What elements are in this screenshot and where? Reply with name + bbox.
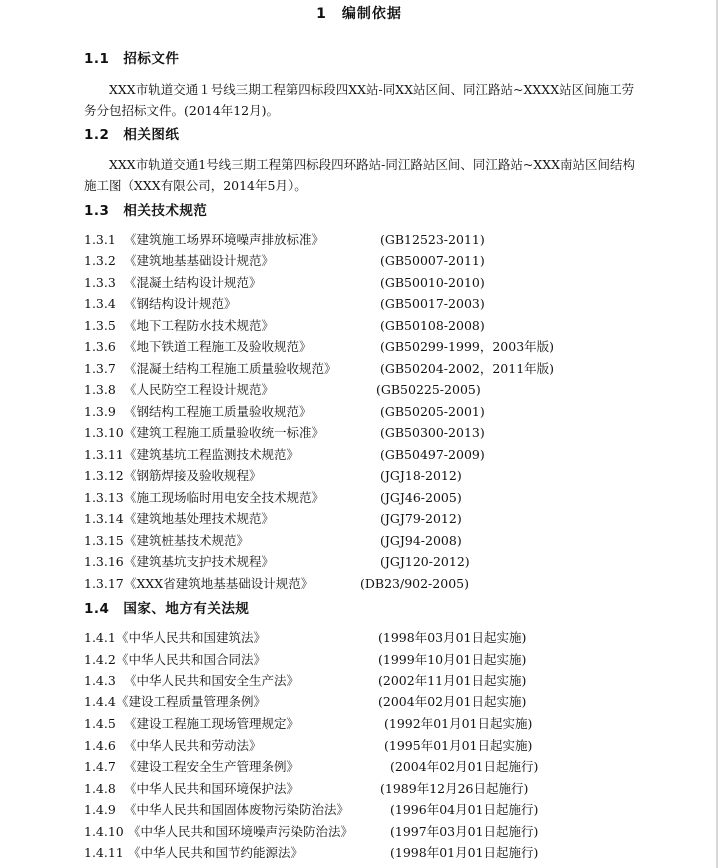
- item-title: 《建筑工程施工质量验收统一标准》: [124, 425, 325, 440]
- item-number: 1.3.9: [84, 404, 116, 419]
- list-item: [84, 756, 704, 777]
- item-code: (GB50497-2009): [380, 447, 485, 462]
- document-title: 1 编制依据: [316, 6, 402, 22]
- item-date: (1998年03月01日起实施): [378, 630, 527, 645]
- item-date: (1997年03月01日起施行): [390, 824, 539, 839]
- list-item: [84, 487, 704, 508]
- item-code: (GB50205-2001): [380, 404, 485, 419]
- item-number: 1.4.4: [84, 694, 116, 709]
- item-title: 《施工现场临时用电安全技术规范》: [124, 490, 325, 505]
- item-number: 1.4.5: [84, 716, 116, 731]
- list-item: [84, 551, 704, 572]
- item-title: 《中华人民共和国建筑法》: [116, 630, 267, 645]
- list-item: [84, 691, 704, 712]
- item-number: 1.3.8: [84, 382, 116, 397]
- item-title: 《地下铁道工程施工及验收规范》: [124, 339, 312, 354]
- item-title: 《钢结构设计规范》: [124, 296, 237, 311]
- item-title: 《混凝土结构设计规范》: [124, 275, 262, 290]
- list-item: [84, 315, 704, 336]
- item-code: (JGJ120-2012): [380, 554, 470, 569]
- list-item: [84, 821, 704, 842]
- item-date: (1992年01月01日起实施): [384, 716, 533, 731]
- item-code: (GB50007-2011): [380, 253, 485, 268]
- list-item: [84, 229, 704, 250]
- item-number: 1.4.10: [84, 824, 124, 839]
- item-code: (GB12523-2011): [380, 232, 485, 247]
- list-item: [84, 573, 704, 594]
- item-date: (1996年04月01日起施行): [390, 802, 539, 817]
- item-number: 1.4.3: [84, 673, 116, 688]
- item-code: (GB50300-2013): [380, 425, 485, 440]
- list-item: [84, 799, 704, 820]
- item-number: 1.3.5: [84, 318, 116, 333]
- item-title: 《建筑基坑工程监测技术规范》: [124, 447, 300, 462]
- list-item: [84, 336, 704, 357]
- item-title: 《地下工程防水技术规范》: [124, 318, 275, 333]
- item-number: 1.3.17: [84, 576, 124, 591]
- item-title: 《中华人民共和国安全生产法》: [124, 673, 300, 688]
- item-number: 1.3.16: [84, 554, 124, 569]
- list-item: [84, 401, 704, 422]
- list-item: [84, 530, 704, 551]
- heading-1-3: 1.3 相关技术规范: [84, 203, 208, 219]
- item-title: 《中华人民共和劳动法》: [124, 738, 262, 753]
- item-title: 《中华人民共和国节约能源法》: [128, 845, 304, 860]
- item-code: (JGJ94-2008): [380, 533, 462, 548]
- item-number: 1.3.6: [84, 339, 116, 354]
- item-number: 1.3.11: [84, 447, 124, 462]
- item-code: (GB50108-2008): [380, 318, 485, 333]
- item-title: 《钢结构工程施工质量验收规范》: [124, 404, 312, 419]
- item-date: (2004年02月01日起实施): [378, 694, 527, 709]
- paragraph-1-1: XXX市轨道交通１号线三期工程第四标段四XX站-同XX站区间、同江路站~XXXX站区间施工劳务分包招标文件。(2014年12月)。: [84, 82, 635, 118]
- item-title: 《中华人民共和国合同法》: [116, 652, 267, 667]
- item-number: 1.3.3: [84, 275, 116, 290]
- heading-1-1: 1.1 招标文件: [84, 51, 180, 67]
- item-code: (GB50017-2003): [380, 296, 485, 311]
- item-number: 1.3.4: [84, 296, 116, 311]
- item-date: (2002年11月01日起实施): [378, 673, 527, 688]
- item-date: (1998年01月01日起施行): [390, 845, 539, 860]
- item-number: 1.3.14: [84, 511, 124, 526]
- item-number: 1.3.12: [84, 468, 124, 483]
- list-item: [84, 293, 704, 314]
- item-code: (JGJ79-2012): [380, 511, 462, 526]
- item-title: 《建筑桩基技术规范》: [124, 533, 250, 548]
- item-date: (1999年10月01日起实施): [378, 652, 527, 667]
- list-item: [84, 713, 704, 734]
- item-code: (JGJ46-2005): [380, 490, 462, 505]
- item-title: 《建筑地基处理技术规范》: [124, 511, 275, 526]
- item-code: (GB50299-1999，2003年版): [380, 339, 555, 354]
- item-number: 1.4.1: [84, 630, 116, 645]
- heading-1-4: 1.4 国家、地方有关法规: [84, 601, 250, 617]
- item-number: 1.3.7: [84, 361, 116, 376]
- list-item: [84, 444, 704, 465]
- item-date: (2004年02月01日起施行): [390, 759, 539, 774]
- item-number: 1.4.8: [84, 781, 116, 796]
- item-title: 《中华人民共和国固体废物污染防治法》: [124, 802, 350, 817]
- list-item: [84, 358, 704, 379]
- list-item: [84, 465, 704, 486]
- item-title: 《混凝土结构工程施工质量验收规范》: [124, 361, 337, 376]
- item-code: (GB50010-2010): [380, 275, 485, 290]
- item-date: (1989年12月26日起施行): [380, 781, 529, 796]
- item-number: 1.3.10: [84, 425, 124, 440]
- item-code: (JGJ18-2012): [380, 468, 462, 483]
- list-item: [84, 735, 704, 756]
- item-date: (1995年01月01日起实施): [384, 738, 533, 753]
- list-item: [84, 379, 704, 400]
- item-code: (GB50225-2005): [376, 382, 481, 397]
- item-title: 《建设工程施工现场管理规定》: [124, 716, 300, 731]
- item-number: 1.4.9: [84, 802, 116, 817]
- item-number: 1.3.13: [84, 490, 124, 505]
- item-number: 1.4.2: [84, 652, 116, 667]
- item-title: 《建设工程质量管理条例》: [116, 694, 267, 709]
- list-item: [84, 250, 704, 271]
- list-item: [84, 842, 704, 863]
- list-item: [84, 508, 704, 529]
- item-title: 《人民防空工程设计规范》: [124, 382, 275, 397]
- list-item: [84, 670, 704, 691]
- item-code: (DB23/902-2005): [360, 576, 469, 591]
- item-title: 《中华人民共和国环境噪声污染防治法》: [128, 824, 354, 839]
- list-item: [84, 272, 704, 293]
- paragraph-1-2: XXX市轨道交通1号线三期工程第四标段四环路站-同江路站区间、同江路站~XXX南站区间结构施工图（XXX有限公司，2014年5月）。: [84, 157, 636, 193]
- item-number: 1.3.15: [84, 533, 124, 548]
- list-item: [84, 649, 704, 670]
- item-title: 《建筑施工场界环境噪声排放标准》: [124, 232, 325, 247]
- item-number: 1.3.1: [84, 232, 116, 247]
- list-item: [84, 422, 704, 443]
- list-item: [84, 778, 704, 799]
- item-number: 1.4.11: [84, 845, 124, 860]
- item-number: 1.3.2: [84, 253, 116, 268]
- item-number: 1.4.7: [84, 759, 116, 774]
- item-title: 《中华人民共和国环境保护法》: [124, 781, 300, 796]
- item-number: 1.4.6: [84, 738, 116, 753]
- item-title: 《XXX省建筑地基基础设计规范》: [124, 576, 314, 591]
- list-item: [84, 627, 704, 648]
- item-title: 《建筑基坑支护技术规程》: [124, 554, 275, 569]
- item-title: 《建设工程安全生产管理条例》: [124, 759, 300, 774]
- item-title: 《建筑地基基础设计规范》: [124, 253, 275, 268]
- item-code: (GB50204-2002，2011年版): [380, 361, 555, 376]
- item-title: 《钢筋焊接及验收规程》: [124, 468, 262, 483]
- heading-1-2: 1.2 相关图纸: [84, 127, 180, 143]
